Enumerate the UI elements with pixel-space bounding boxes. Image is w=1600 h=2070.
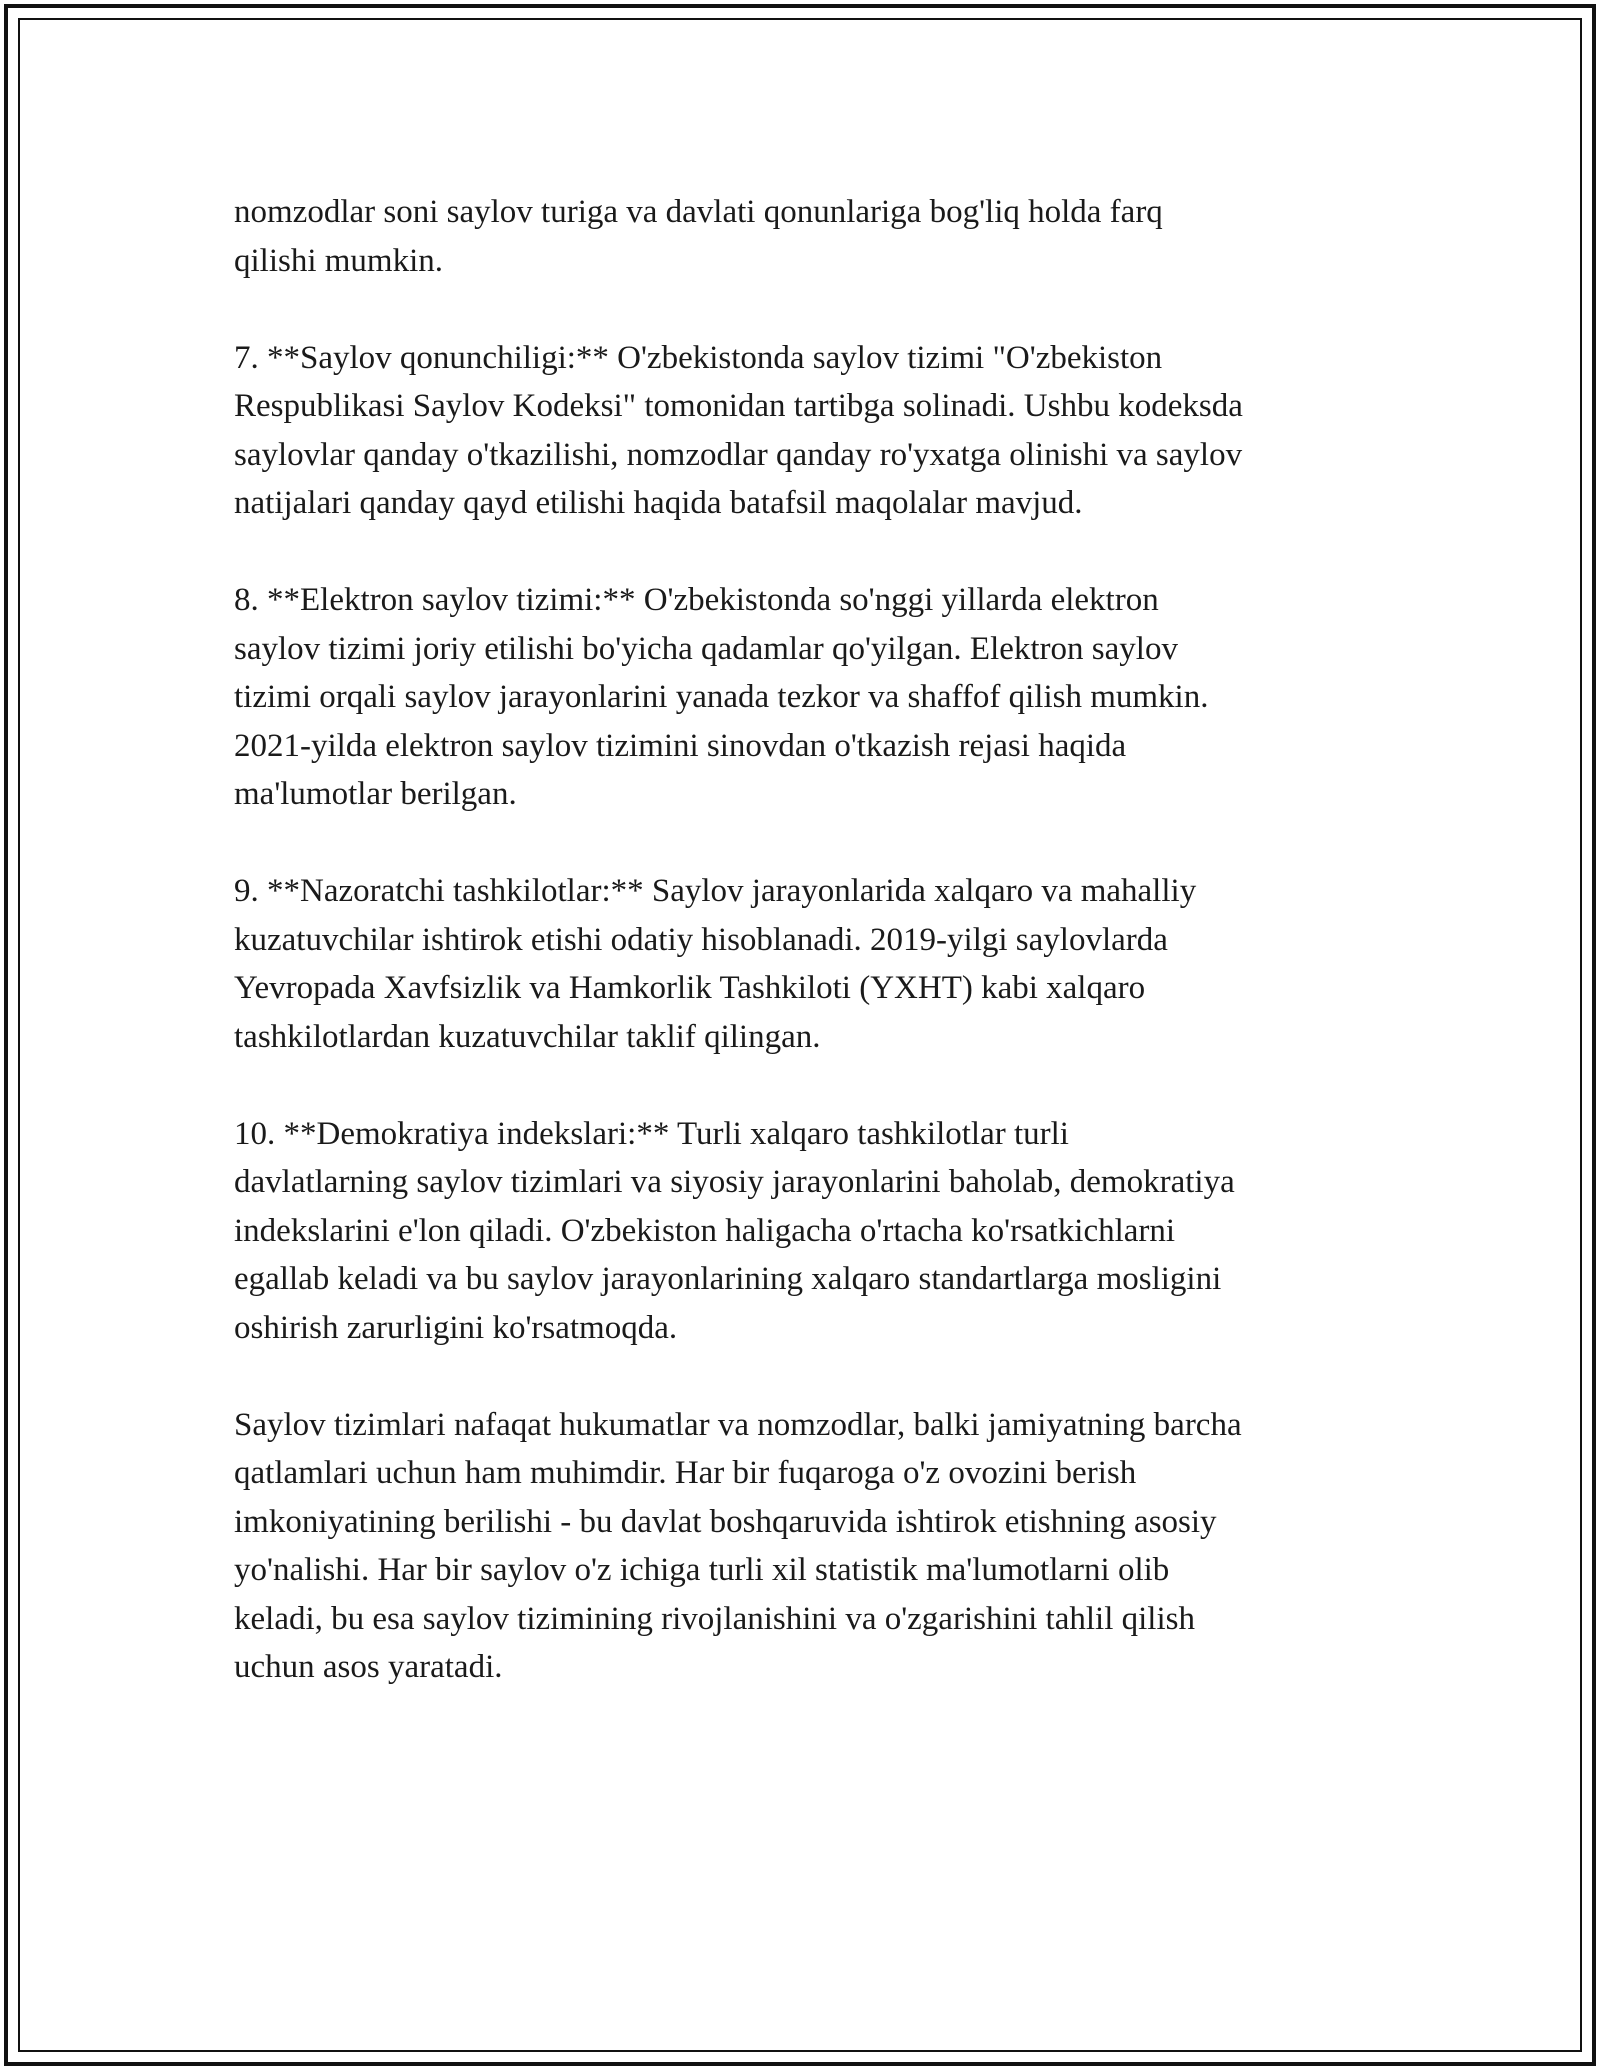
paragraph-continuation: nomzodlar soni saylov turiga va davlati qonunlariga bog'liq holda farq qilishi mumkin. — [234, 194, 1163, 279]
paragraph-item-9: 9. **Nazoratchi tashkilotlar:** Saylov jarayonlarida xalqaro va mahalliy kuzatuvchilar ishtirok etishi odatiy hisoblanadi. 2019-yilgi saylovlarda Yevropada Xavfsizlik va Hamkorlik Tashkiloti (YXHT) kabi xalqaro tashkilotlardan kuzatuvchilar taklif qilingan. — [234, 873, 1197, 1055]
paragraph-item-10: 10. **Demokratiya indekslari:** Turli xalqaro tashkilotlar turli davlatlarning saylov tizimlari va siyosiy jarayonlarini baholab, demokratiya indekslarini e'lon qiladi. O'zbekiston haligacha o'rtacha ko'rsatkichlarni egallab keladi va bu saylov jarayonlarining xalqaro standartlarga mosligini oshirish zarurligini ko'rsatmoqda. — [234, 1115, 1235, 1346]
document-body — [234, 188, 1394, 1740]
paragraph-item-7: 7. **Saylov qonunchiligi:** O'zbekistonda saylov tizimi "O'zbekiston Respublikasi Saylov Kodeksi" tomonidan tartibga solinadi. Ushbu kodeksda saylovlar qanday o'tkazilishi, nomzodlar qanday ro'yxatga olinishi va saylov natijalari qanday qayd etilishi haqida batafsil maqolalar mavjud. — [234, 339, 1243, 521]
paragraph-conclusion: Saylov tizimlari nafaqat hukumatlar va nomzodlar, balki jamiyatning barcha qatlamlari uchun ham muhimdir. Har bir fuqaroga o'z ovozini berish imkoniyatining berilishi - bu davlat boshqaruvida ishtirok etishning asosiy yo'nalishi. Har bir saylov o'z ichiga turli xil statistik ma'lumotlarni olib keladi, bu esa saylov tizimining rivojlanishini va o'zgarishini tahlil qilish uchun asos yaratadi. — [234, 1406, 1242, 1685]
paragraph-item-8: 8. **Elektron saylov tizimi:** O'zbekistonda so'nggi yillarda elektron saylov tizimi joriy etilishi bo'yicha qadamlar qo'yilgan. Elektron saylov tizimi orqali saylov jarayonlarini yanada tezkor va shaffof qilish mumkin. 2021-yilda elektron saylov tizimini sinovdan o'tkazish rejasi haqida ma'lumotlar berilgan. — [234, 582, 1209, 812]
